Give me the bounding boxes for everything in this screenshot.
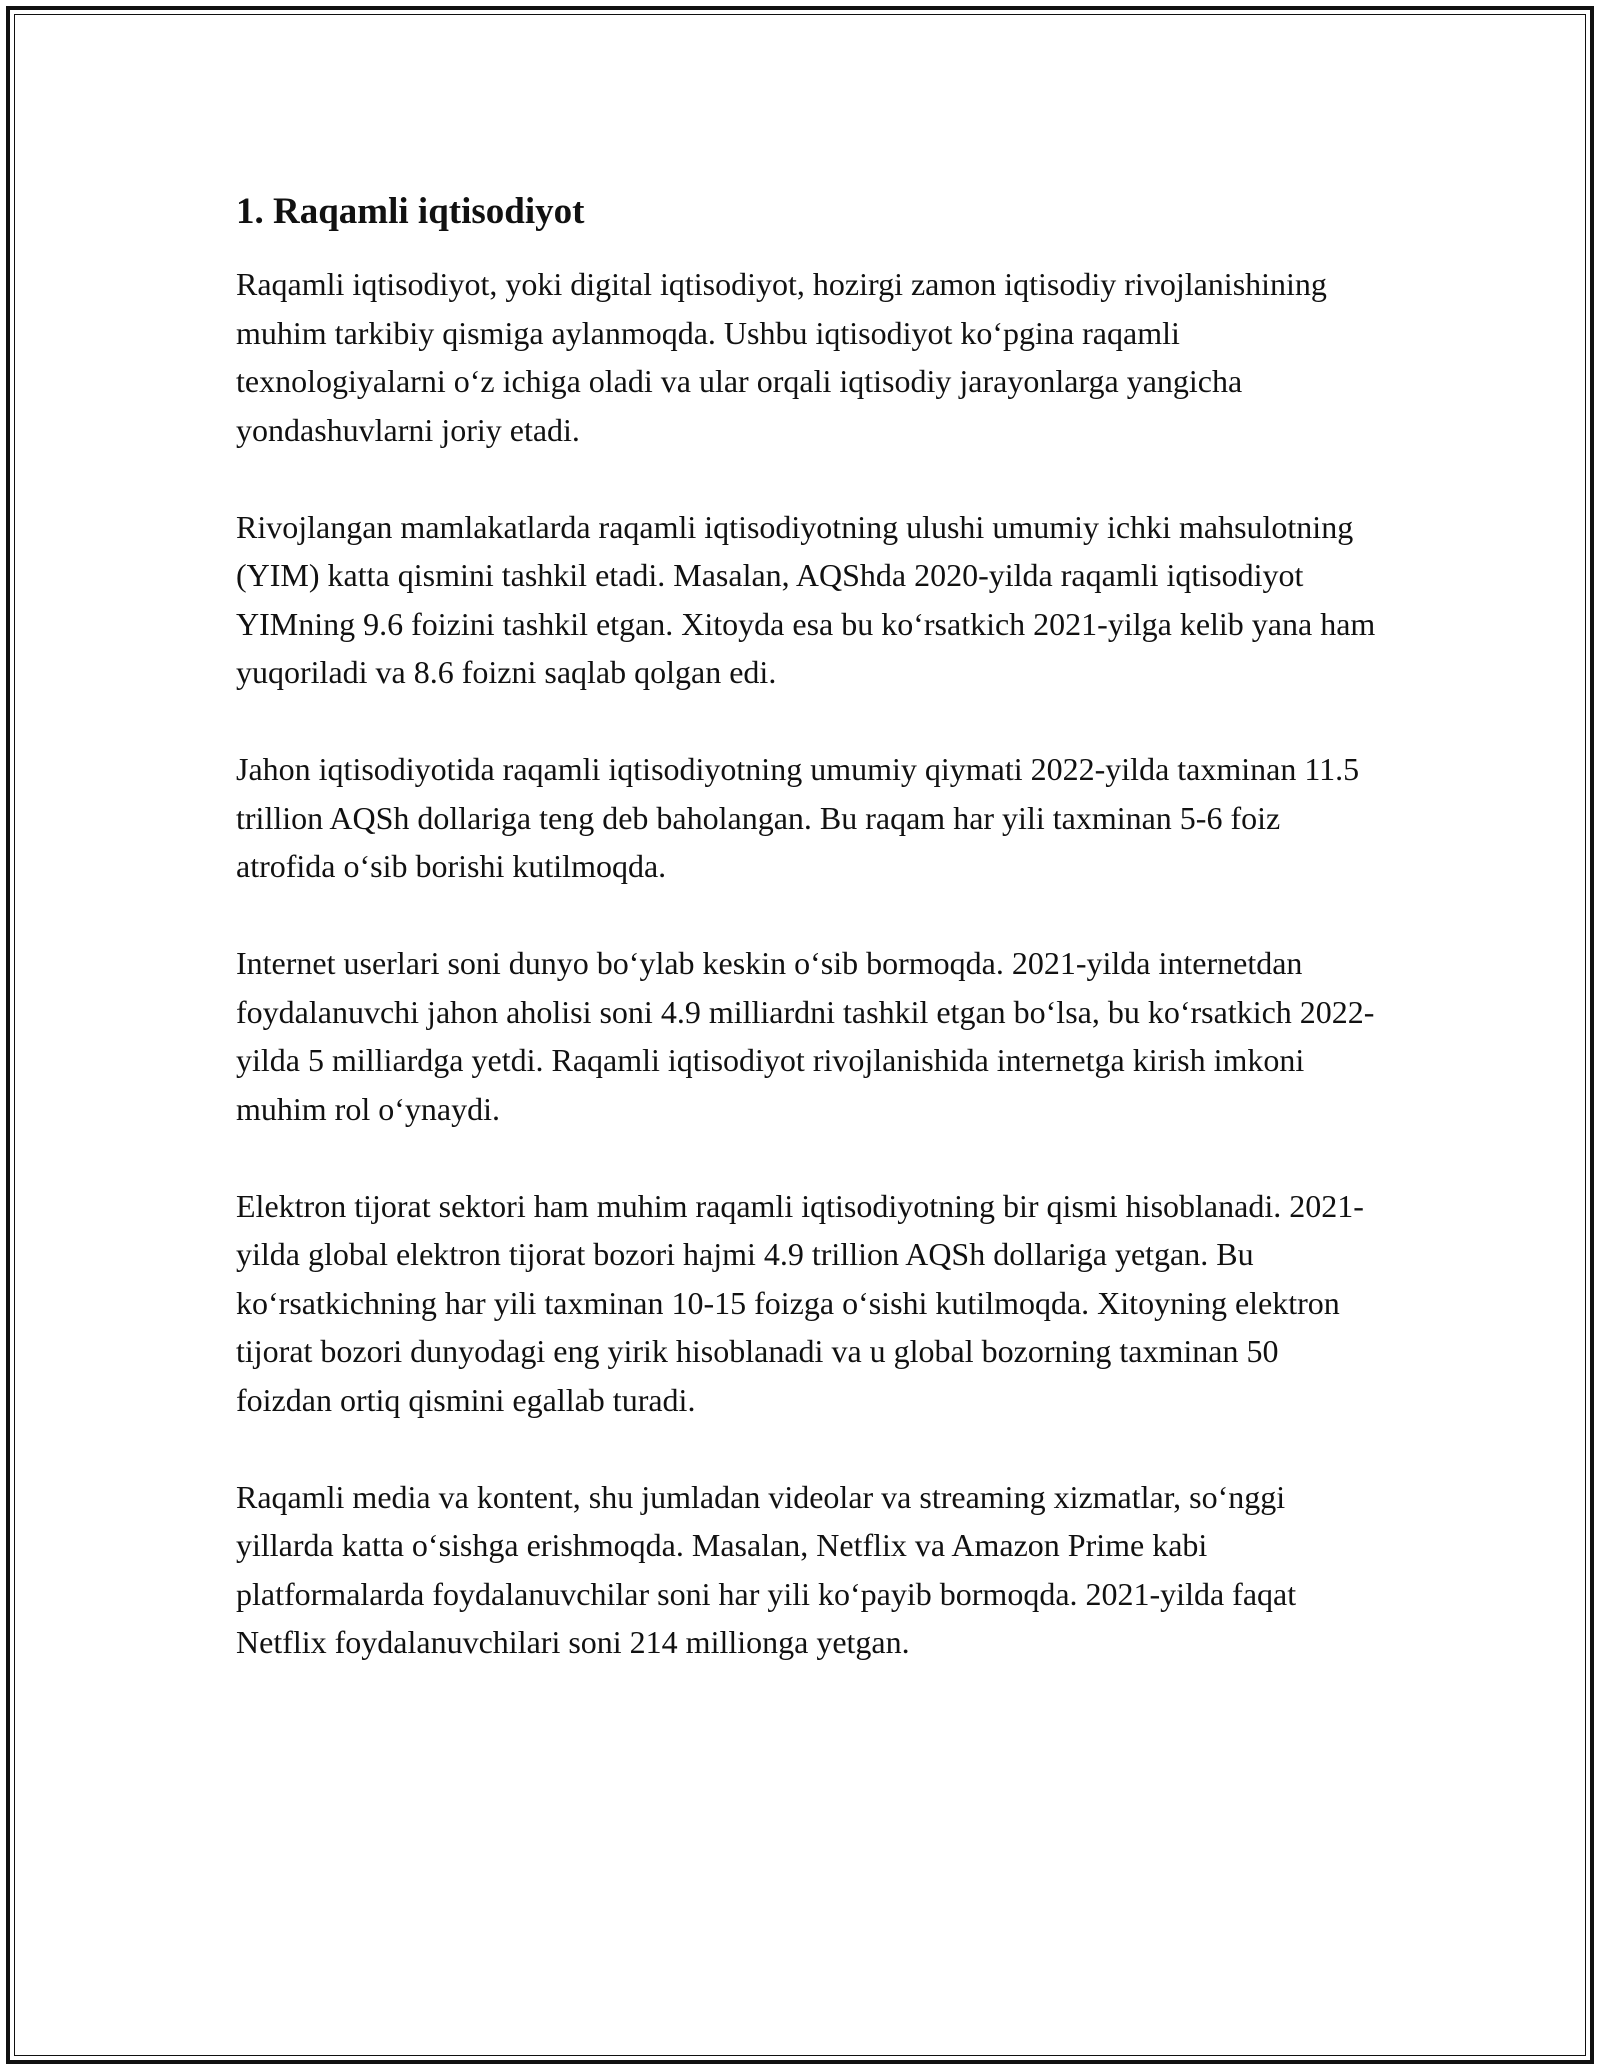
section-heading: 1. Raqamli iqtisodiyot xyxy=(236,191,585,232)
paragraph-4: Internet userlari soni dunyo boʻylab keskin oʻsib bormoqda. 2021-yilda internetdan foydalanuvchi jahon aholisi soni 4.9 milliardni tashkil etgan boʻlsa, bu koʻrsatkich 2022-yilda 5 milliardga yetdi. Raqamli iqtisodiyot rivojlanishida internetga kirish imkoni muhim rol oʻynaydi. xyxy=(236,945,1375,1127)
paragraph-6: Raqamli media va kontent, shu jumladan videolar va streaming xizmatlar, soʻnggi yillarda katta oʻsishga erishmoqda. Masalan, Netflix va Amazon Prime kabi platformalarda foydalanuvchilar soni har yili koʻpayib bormoqda. 2021-yilda faqat Netflix foydalanuvchilari soni 214 millionga yetgan. xyxy=(236,1478,1297,1660)
paragraph-5: Elektron tijorat sektori ham muhim raqamli iqtisodiyotning bir qismi hisoblanadi. 2021-yilda global elektron tijorat bozori hajmi 4.9 trillion AQSh dollariga yetgan. Bu koʻrsatkichning har yili taxminan 10-15 foizga oʻsishi kutilmoqda. Xitoyning elektron tijorat bozori dunyodagi eng yirik hisoblanadi va u global bozorning taxminan 50 foizdan ortiq qismini egallab turadi. xyxy=(236,1187,1364,1418)
document-body xyxy=(236,188,1376,1715)
paragraph-2: Rivojlangan mamlakatlarda raqamli iqtisodiyotning ulushi umumiy ichki mahsulotning (YIM) katta qismini tashkil etadi. Masalan, AQShda 2020-yilda raqamli iqtisodiyot YIMning 9.6 foizini tashkil etgan. Xitoyda esa bu koʻrsatkich 2021-yilga kelib yana ham yuqoriladi va 8.6 foizni saqlab qolgan edi. xyxy=(236,508,1376,690)
paragraph-1: Raqamli iqtisodiyot, yoki digital iqtisodiyot, hozirgi zamon iqtisodiy rivojlanishining muhim tarkibiy qismiga aylanmoqda. Ushbu iqtisodiyot koʻpgina raqamli texnologiyalarni oʻz ichiga oladi va ular orqali iqtisodiy jarayonlarga yangicha yondashuvlarni joriy etadi. xyxy=(236,266,1327,448)
paragraph-3: Jahon iqtisodiyotida raqamli iqtisodiyotning umumiy qiymati 2022-yilda taxminan 11.5 trillion AQSh dollariga teng deb baholangan. Bu raqam har yili taxminan 5-6 foiz atrofida oʻsib borishi kutilmoqda. xyxy=(236,751,1360,884)
